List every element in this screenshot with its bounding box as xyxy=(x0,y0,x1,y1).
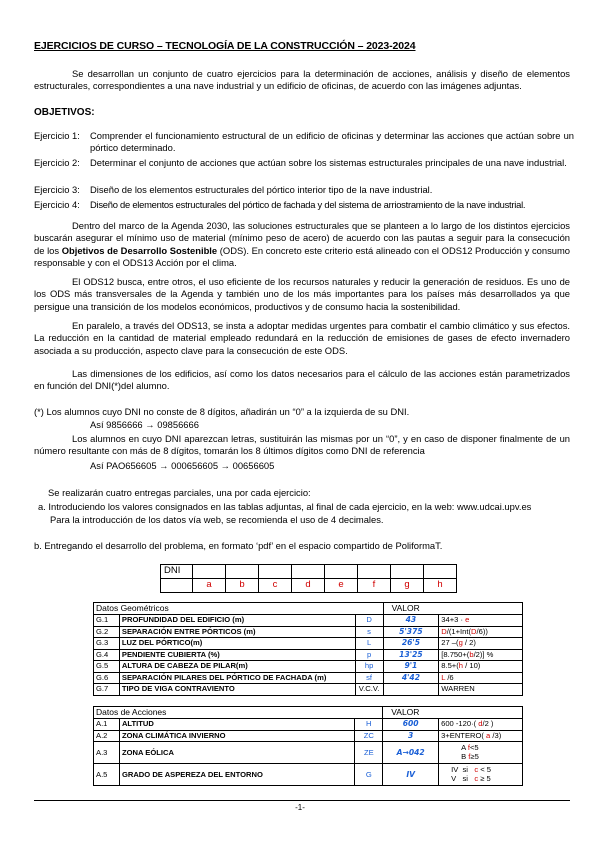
formula-var: f xyxy=(468,751,471,761)
table-row xyxy=(94,615,523,627)
formula-var: L xyxy=(441,672,446,682)
row-desc: ZONA EÓLICA xyxy=(119,742,354,764)
page-number: -1- xyxy=(295,803,305,812)
row-code: G.2 xyxy=(94,626,120,638)
row-formula xyxy=(439,764,523,786)
row-value-input[interactable] xyxy=(383,719,439,731)
dni-letter-b: b xyxy=(226,579,259,593)
formula-var: D xyxy=(471,626,477,636)
dni-cell-empty xyxy=(391,565,424,579)
dni-cell-empty xyxy=(358,565,391,579)
footer-divider xyxy=(34,800,570,801)
dni-label: DNI xyxy=(161,565,193,579)
dni-cell-empty xyxy=(424,565,457,579)
intro-paragraph: Se desarrollan un conjunto de cuatro ejercicios para la determinación de acciones, análisis y diseño de elementos estructurales, correspondientes a una nave industrial y un edificio de oficinas, de acuerdo con las imágenes adjuntas. xyxy=(34,68,570,92)
table-row xyxy=(94,638,523,650)
exercise-1 xyxy=(34,130,574,155)
row-formula: 3+ENTERO( a /3) xyxy=(439,730,523,742)
actions-header-row xyxy=(94,707,523,719)
row-code: G.1 xyxy=(94,615,120,627)
delivery-item-a-note: Para la introducción de los datos vía web, se recomienda el uso de 4 decimales. xyxy=(50,514,384,525)
objectives-heading: OBJETIVOS: xyxy=(34,107,95,118)
row-desc: PROFUNDIDAD DEL EDIFICIO (m) xyxy=(119,615,355,627)
table-row xyxy=(94,719,523,731)
exercise-text: Diseño de los elementos estructurales del pórtico interior tipo de la nave industrial. xyxy=(90,184,433,195)
row-desc: PENDIENTE CUBIERTA (%) xyxy=(119,649,355,661)
geometric-header-row xyxy=(94,603,523,615)
delivery-item-b: b. Entregando el desarrollo del problema, en formato ‘pdf’ en el espacio compartido de PoliformaT. xyxy=(34,540,443,551)
row-value-input[interactable] xyxy=(383,730,439,742)
row-formula xyxy=(439,742,523,764)
table-row xyxy=(94,661,523,673)
row-formula: D/(1+Int(D/6)) xyxy=(439,626,523,638)
page-title: EJERCICIOS DE CURSO – TECNOLOGÍA DE LA CONSTRUCCIÓN – 2023-2024 xyxy=(34,40,416,52)
deliveries-intro: Se realizarán cuatro entregas parciales, una por cada ejercicio: xyxy=(48,487,311,498)
dni-letter-g: g xyxy=(391,579,424,593)
table-row xyxy=(94,764,523,786)
row-desc: LUZ DEL PÓRTICO(m) xyxy=(119,638,355,650)
formula-var: f xyxy=(467,743,470,753)
row-code: G.3 xyxy=(94,638,120,650)
formula-var: c xyxy=(474,765,479,775)
handwritten-value: 13'25 xyxy=(399,649,423,659)
formula-var: c xyxy=(474,773,479,783)
note-2-example: Así PAO656605 → 000656605 → 00656605 xyxy=(90,460,275,471)
row-symbol: sf xyxy=(355,672,383,684)
ods12-paragraph: El ODS12 busca, entre otros, el uso eficiente de los recursos naturales y reducir la generación de residuos. Es uno de los ODS más transversales de la Agenda y también uno de los más importantes para los países más desarrollados ya que persigue una transición de los modelos económicos, productivos y de consumo hacia la sostenibilidad. xyxy=(34,276,570,312)
agenda-text-2: (ODS). En concreto este criterio está alineado con el ODS12 Producción y consumo responsable y con el ODS13 Acción por el clima. xyxy=(34,244,570,269)
exercise-label: Ejercicio 2: xyxy=(34,157,80,168)
table-row xyxy=(94,742,523,764)
row-value-input[interactable] xyxy=(383,684,439,696)
row-desc: ALTITUD xyxy=(119,719,354,731)
dni-cell-empty xyxy=(259,565,292,579)
ods13-paragraph: En paralelo, a través del ODS13, se insta a adoptar medidas urgentes para combatir el cambio climático y sus efectos. La reducción en la cantidad de material empleado redundará en la reducción de emisiones de gases de efecto invernadero asociada a su producción, aspecto clave para la consecución de este ODS. xyxy=(34,320,570,356)
dni-row xyxy=(161,565,457,579)
row-value-input[interactable] xyxy=(383,626,439,638)
handwritten-value: 600 xyxy=(402,719,419,729)
dni-table xyxy=(160,564,457,593)
row-symbol: p xyxy=(355,649,383,661)
dni-cell-blank xyxy=(161,579,193,593)
geometric-value-header: VALOR xyxy=(383,603,522,615)
agenda-bold: Objetivos de Desarrollo Sostenible xyxy=(61,244,218,256)
formula-line-1: A f<5 xyxy=(461,743,479,753)
row-code: A.5 xyxy=(94,764,120,786)
handwritten-value: 43 xyxy=(405,615,417,625)
row-symbol: hp xyxy=(355,661,383,673)
geometric-header: Datos Geométricos xyxy=(94,603,384,615)
row-desc: ZONA CLIMÁTICA INVIERNO xyxy=(119,730,354,742)
row-code: A.3 xyxy=(94,742,120,764)
exercise-4 xyxy=(34,199,574,211)
dni-cell-empty xyxy=(193,565,226,579)
dni-letter-d: d xyxy=(292,579,325,593)
row-symbol: D xyxy=(355,615,383,627)
exercise-text: Determinar el conjunto de acciones que actúan sobre los sistemas estructurales principales de una nave industrial. xyxy=(90,157,567,168)
handwritten-value: A→042 xyxy=(396,747,425,757)
table-row xyxy=(94,730,523,742)
row-formula: 600 -120·( d/2 ) xyxy=(439,719,523,731)
row-symbol: s xyxy=(355,626,383,638)
dni-letter-a: a xyxy=(193,579,226,593)
row-value-input[interactable] xyxy=(383,742,439,764)
dimensions-paragraph: Las dimensiones de los edificios, así como los datos necesarios para el cálculo de las acciones están parametrizados en función del DNI(*)del alumno. xyxy=(34,368,570,392)
row-desc: SEPARACIÓN ENTRE PÓRTICOS (m) xyxy=(119,626,355,638)
row-symbol: L xyxy=(355,638,383,650)
formula-var: h xyxy=(458,661,464,671)
dni-letter-e: e xyxy=(325,579,358,593)
handwritten-value: 5'375 xyxy=(399,626,423,636)
row-code: G.7 xyxy=(94,684,120,696)
row-formula: 34+3 · e xyxy=(439,615,523,627)
row-value-input[interactable] xyxy=(383,672,439,684)
dni-letters-row xyxy=(161,579,457,593)
agenda-text-1: Dentro del marco de la Agenda 2030, las soluciones estructurales que se planteen a lo largo de los distintos ejercicios buscarán asegurar el mínimo uso de material (mínimo peso de acero) de acuerdo con las pautas a seguir para la consecución de los xyxy=(34,220,570,256)
handwritten-value: IV xyxy=(406,769,416,779)
actions-header: Datos de Acciones xyxy=(94,707,383,719)
handwritten-value: 9'1 xyxy=(404,661,418,671)
agenda-paragraph xyxy=(34,220,570,270)
row-value-input[interactable] xyxy=(383,764,439,786)
formula-var: g xyxy=(458,638,463,648)
row-value-input[interactable] xyxy=(383,661,439,673)
note-1-example: Así 9856666 → 09856666 xyxy=(90,419,199,430)
actions-data-table xyxy=(93,706,523,786)
note-1: (*) Los alumnos cuyo DNI no conste de 8 dígitos, añadirán un “0” a la izquierda de su DNI. xyxy=(34,406,410,417)
row-formula: [8.750+(b/2)] % xyxy=(439,649,523,661)
formula-var: e xyxy=(465,615,470,625)
geometric-data-table xyxy=(93,602,523,696)
exercise-label: Ejercicio 1: xyxy=(34,130,80,141)
formula-var: b xyxy=(469,649,474,659)
row-symbol: V.C.V. xyxy=(355,684,383,696)
exercise-label: Ejercicio 4: xyxy=(34,199,80,210)
row-formula: 8.5+(h / 10) xyxy=(439,661,523,673)
row-desc: GRADO DE ASPEREZA DEL ENTORNO xyxy=(119,764,354,786)
actions-value-header: VALOR xyxy=(383,707,523,719)
note-2: Los alumnos en cuyo DNI aparezcan letras, sustituirán las mismas por un “0”, y en caso de disponer finalmente de un número resultante con más de 8 dígitos, tomarán los 8 últimos dígitos como DNI de referencia xyxy=(34,433,570,457)
row-desc: SEPARACIÓN PILARES DEL PÓRTICO DE FACHADA (m) xyxy=(119,672,355,684)
dni-cell-empty xyxy=(325,565,358,579)
formula-line-2: V si c ≥ 5 xyxy=(451,773,491,783)
row-symbol: ZC xyxy=(355,730,383,742)
exercise-2 xyxy=(34,157,574,169)
row-formula: WARREN xyxy=(439,684,523,696)
row-symbol: H xyxy=(355,719,383,731)
dni-cell-empty xyxy=(292,565,325,579)
exercise-3 xyxy=(34,184,574,196)
table-row xyxy=(94,649,523,661)
row-value-input[interactable] xyxy=(383,649,439,661)
exercise-text: Diseño de elementos estructurales del pórtico de fachada y del sistema de arriostramiento de la nave industrial. xyxy=(90,199,526,210)
row-symbol: ZE xyxy=(355,742,383,764)
formula-var: D xyxy=(441,626,447,636)
handwritten-value: 3 xyxy=(408,730,414,740)
handwritten-value: 4'42 xyxy=(401,672,420,682)
row-code: A.2 xyxy=(94,730,120,742)
formula-line-1: IV si c < 5 xyxy=(451,765,491,775)
row-code: G.5 xyxy=(94,661,120,673)
formula-var: a xyxy=(486,730,491,740)
dni-cell-empty xyxy=(226,565,259,579)
row-value-input[interactable] xyxy=(383,638,439,650)
formula-line-2: B f≥5 xyxy=(461,751,479,761)
row-code: A.1 xyxy=(94,719,120,731)
delivery-item-a: a. Introduciendo los valores consignados en las tablas adjuntas, al final de cada ejercicio, en la web: www.udcai.upv.es xyxy=(38,501,532,512)
row-symbol: G xyxy=(355,764,383,786)
row-formula: L /6 xyxy=(439,672,523,684)
dni-letter-c: c xyxy=(259,579,292,593)
row-value-input[interactable] xyxy=(383,615,439,627)
formula-var: d xyxy=(478,719,483,729)
table-row xyxy=(94,626,523,638)
table-row xyxy=(94,672,523,684)
exercise-text: Comprender el funcionamiento estructural de un edificio de oficinas y determinar las acciones que actúan sobre un pórtico determinado. xyxy=(90,130,574,154)
row-code: G.6 xyxy=(94,672,120,684)
row-formula: 27 –(g / 2) xyxy=(439,638,523,650)
table-row xyxy=(94,684,523,696)
row-desc: TIPO DE VIGA CONTRAVIENTO xyxy=(119,684,355,696)
row-desc: ALTURA DE CABEZA DE PILAR(m) xyxy=(119,661,355,673)
row-code: G.4 xyxy=(94,649,120,661)
exercise-label: Ejercicio 3: xyxy=(34,184,80,195)
handwritten-value: 26'5 xyxy=(401,638,420,648)
dni-letter-f: f xyxy=(358,579,391,593)
dni-letter-h: h xyxy=(424,579,457,593)
